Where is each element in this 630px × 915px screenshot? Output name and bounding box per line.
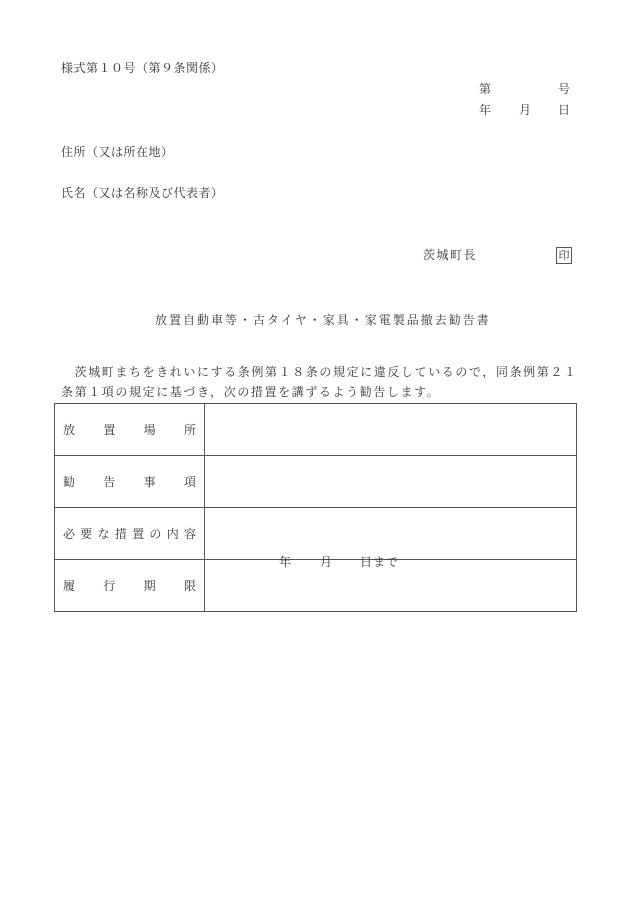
table-row-location [55, 404, 577, 456]
deadline-value-cell[interactable] [205, 555, 577, 612]
issuer-title: 茨城町長 [423, 248, 478, 262]
location-value-cell[interactable] [205, 404, 577, 456]
doc-number-suffix: 号 [558, 82, 571, 96]
body-line-2: 条第１項の規定に基づき，次の措置を講ずるよう勧告します。 [61, 385, 441, 399]
seal-stamp-box: 印 [556, 247, 572, 264]
measures-value-cell[interactable] [205, 508, 577, 560]
label-measures: 必 要 な 措 置 の 内 容 [63, 527, 196, 541]
date-month: 月 [519, 103, 532, 117]
label-cell [55, 456, 205, 508]
label-deadline: 履 行 期 限 [63, 579, 196, 593]
recommendation-value-cell[interactable] [205, 456, 577, 508]
address-label: 住所（又は所在地） [61, 145, 174, 159]
document-title: 放置自動車等・古タイヤ・家具・家電製品撤去勧告書 [155, 313, 491, 327]
doc-number-prefix: 第 [479, 82, 492, 96]
deadline-year: 年 [279, 555, 292, 569]
deadline-month: 月 [320, 555, 333, 569]
label-recommendation: 勧 告 事 項 [63, 475, 196, 489]
table-row-recommendation [55, 456, 577, 508]
date-day: 日 [558, 103, 571, 117]
label-cell [55, 560, 205, 612]
date-year: 年 [479, 103, 492, 117]
form-number: 様式第１０号（第９条関係） [61, 61, 224, 75]
label-location: 放 置 場 所 [63, 423, 196, 437]
name-label: 氏名（又は名称及び代表者） [61, 186, 224, 200]
table-row-deadline [55, 560, 577, 612]
deadline-day-until: 日まで [360, 555, 400, 569]
label-cell [55, 404, 205, 456]
body-line-1: 茨城町まちをきれいにする条例第１８条の規定に違反しているので，同条例第２１ [61, 365, 578, 379]
recommendation-table [54, 403, 577, 612]
label-cell [55, 508, 205, 560]
table-row-measures [55, 508, 577, 560]
